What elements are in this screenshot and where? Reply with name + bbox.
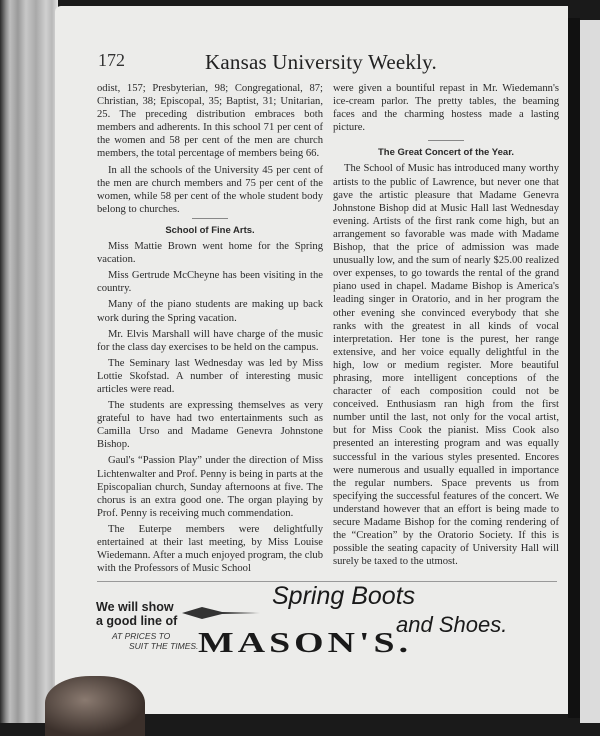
- book-page-edges: [0, 0, 58, 723]
- arrow-ornament-icon: [182, 606, 262, 620]
- ad-store-name: MASON'S.: [198, 628, 413, 659]
- paragraph: odist, 157; Presbyterian, 98; Congregational, 87; Christian, 38; Episcopal, 35; Baptist, 31; Unitarian, 25. The preceding distribution embraces both members and adherents. In this school 71 per cent of the women and 58 per cent of the men are church members, the total percentage of members being 66.: [97, 83, 323, 160]
- paragraph: The School of Music has introduced many worthy artists to the public of Lawrence, but never one that gave the artistic pleasure that Madame Genevra Johnstone Bishop did at Music Hall last Wednesday evening. Artists of the first rank come high, but an arrangement so favorable was made with Madame Bishop, that the price of admission was made unusually low, and the sum of nearly $25.00 realized over expenses, to go towards the rental of the grand piano used in chapel. Madame Bishop is America's leading singer in Oratorio, and in her program the other evening she convinced everybody that she ranks with the greatest in all kinds of vocal interpretation. Her tone is the purest, her range extensive, and her voice equally delightful in the high, low or medium register. More beautiful phrasing, more intelligent conceptions of the character of each composition could not be conceived. Enthusiasm ran high from the first number until the last, not only for the vocal artist, but for Miss Cook the pianist. Miss Cook also presented an interesting program and was equally successful in the various styles presented. Encores were numerous and usually equalled in importance the regular numbers. Space prevents us from specifying the successful features of the concert. We understand however that an effort is being made to secure Madame Bishop for the coming rendering of the “Creation” by the Oratorio Society. If this is possible the seating capacity of University Hall will surely be taxed to the utmost.: [333, 163, 559, 568]
- ad-intro: [96, 600, 177, 628]
- paragraph: In all the schools of the University 45 per cent of the men are church members and 75 per cent of the women, while 58 per cent of the whole student body belong to churches.: [97, 164, 323, 215]
- ad-product: Spring Boots: [272, 582, 416, 610]
- paragraph: were given a bountiful repast in Mr. Wiedemann's ice-cream parlor. The pretty tables, the beaming faces and the charming hostess made a lasting picture.: [333, 83, 559, 134]
- paragraph: Miss Gertrude McCheyne has been visiting in the country.: [97, 270, 323, 295]
- publication-title: Kansas University Weekly.: [205, 50, 437, 74]
- right-column: [333, 82, 559, 571]
- ad-prices-line: SUIT THE TIMES.: [129, 640, 199, 651]
- ad-product: and Shoes.: [396, 612, 508, 637]
- page-number: 172: [98, 50, 125, 70]
- paragraph: Miss Mattie Brown went home for the Spring vacation.: [97, 241, 323, 266]
- ad-line: a good line of: [96, 614, 178, 628]
- facing-page: [580, 20, 600, 723]
- left-column: [97, 82, 323, 578]
- paragraph: The Euterpe members were delightfully entertained at their last meeting, by Miss Louise Wiedemann. After a much enjoyed program, the club with the Professors of Music School: [97, 523, 323, 575]
- paragraph: The students are expressing themselves as very grateful to have had two entertainments such as Camilla Urso and Madame Genevra Johnstone Bishop.: [97, 400, 323, 451]
- paragraph: Mr. Elvis Marshall will have charge of the music for the class day exercises to be held on the campus.: [97, 328, 323, 353]
- thumb: [45, 676, 145, 736]
- ad-prices-line: AT PRICES TO: [112, 631, 171, 641]
- book-gutter: [568, 18, 580, 718]
- section-heading: School of Fine Arts.: [97, 224, 323, 237]
- paragraph: Gaul's “Passion Play” under the direction of Miss Lichtenwalter and Prof. Penny is being in parts at the Episcopalian church, Sunday afternoons at five. The chorus is an extra good one. The organ playing by Prof. Penny is receiving much commendation.: [97, 455, 323, 519]
- section-heading: The Great Concert of the Year.: [333, 146, 559, 159]
- paragraph: Many of the piano students are making up back work during the Spring vacation.: [97, 299, 323, 324]
- paragraph: The Seminary last Wednesday was led by Miss Lottie Skofstad. A number of interesting music articles were read.: [97, 357, 323, 395]
- ad-prices: [112, 632, 198, 651]
- ad-line: We will show: [96, 600, 174, 614]
